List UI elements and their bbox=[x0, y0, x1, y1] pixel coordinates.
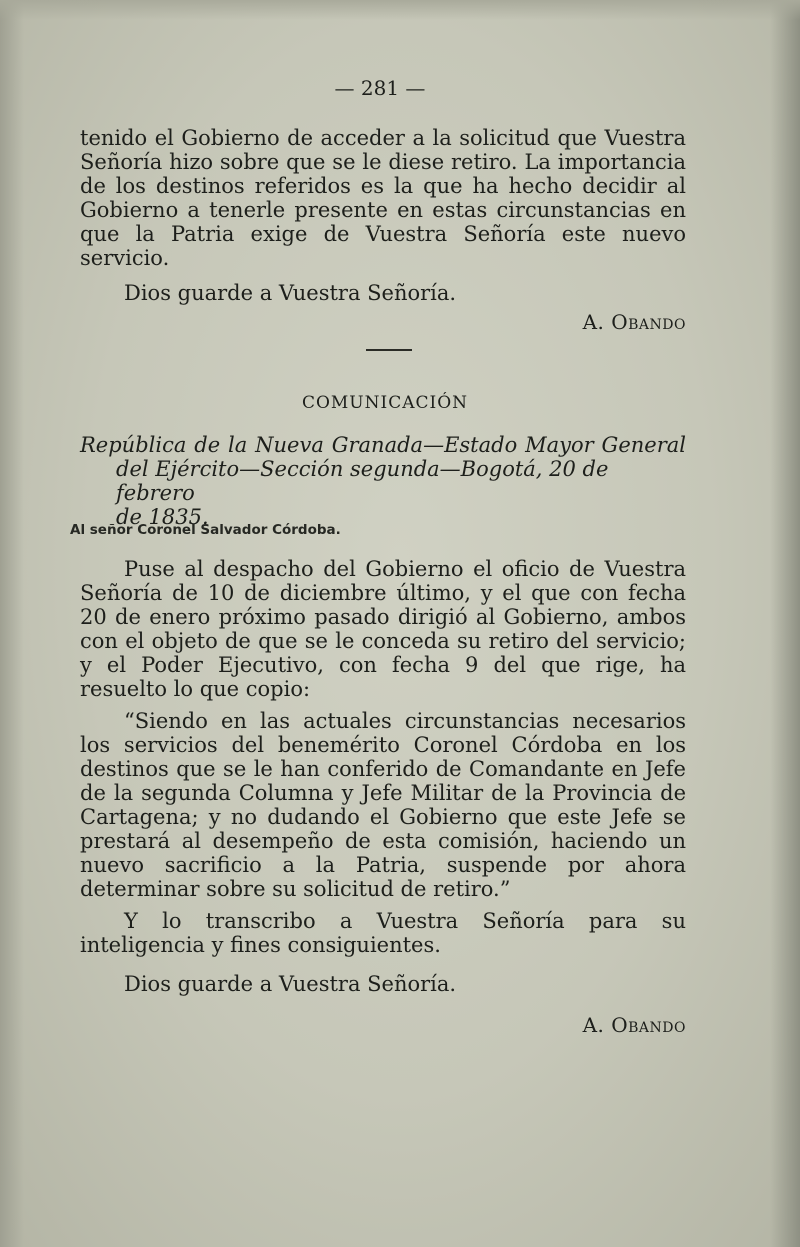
dateline-line-2: del Ejército—Sección segunda—Bogotá, 20 de febrero bbox=[116, 457, 609, 505]
paragraph-continuation: tenido el Gobierno de acceder a la solicitud que Vuestra Señoría hizo sobre que se le diese retiro. La importancia de los destinos referidos es la que ha hecho decidir al Gobierno a tenerle presente en estas circunstancias en que la Patria exige de Vuestra Señoría este nuevo servicio. bbox=[80, 126, 686, 270]
section-heading: COMUNICACIÓN bbox=[301, 393, 469, 413]
dateline bbox=[80, 433, 686, 529]
paragraph-1: Puse al despacho del Gobierno el oficio de Vuestra Señoría de 10 de diciembre último, y el que con fecha 20 de enero próximo pasado dirigió al Gobierno, ambos con el objeto de que se le conceda su retiro del servicio; y el Poder Ejecutivo, con fecha 9 del que rige, ha resuelto lo que copio: bbox=[80, 557, 686, 701]
signature-1: A. Obando bbox=[582, 310, 686, 334]
section-divider bbox=[366, 349, 412, 351]
page-edge-shadow-left bbox=[0, 0, 24, 1247]
dateline-line-3: de 1835. bbox=[116, 505, 209, 529]
quotation: “Siendo en las actuales circunstancias necesarios los servicios del benemérito Coronel Córdoba en los destinos que se le han conferido de Comandante en Jefe de la segunda Columna y Jefe Militar de la Provincia de Cartagena; y no dudando el Gobierno que este Jefe se prestará al desempeño de esta comisión, haciendo un nuevo sacrificio a la Patria, suspende por ahora determinar sobre su solicitud de retiro.” bbox=[80, 709, 686, 901]
body-paragraph-1 bbox=[80, 557, 686, 701]
closing-salutation-2: Dios guarde a Vuestra Señoría. bbox=[124, 972, 457, 996]
page-edge-shadow-right bbox=[770, 0, 800, 1247]
closing-salutation-1: Dios guarde a Vuestra Señoría. bbox=[124, 281, 457, 305]
page-edge-shadow-top bbox=[0, 0, 800, 20]
dateline-line-1: República de la Nueva Granada—Estado Mayor General bbox=[80, 433, 686, 457]
closing-block-2 bbox=[80, 972, 686, 996]
closing-block-1 bbox=[80, 281, 686, 305]
body-paragraph-2 bbox=[80, 909, 686, 957]
page-number: — 281 — bbox=[334, 76, 426, 100]
paragraph-2: Y lo transcribo a Vuestra Señoría para su inteligencia y fines consiguientes. bbox=[80, 909, 686, 957]
signature-2: A. Obando bbox=[582, 1013, 686, 1037]
continued-paragraph bbox=[80, 126, 686, 270]
quotation-block bbox=[80, 709, 686, 901]
addressee: Al señor Coronel Salvador Córdoba. bbox=[70, 522, 341, 538]
